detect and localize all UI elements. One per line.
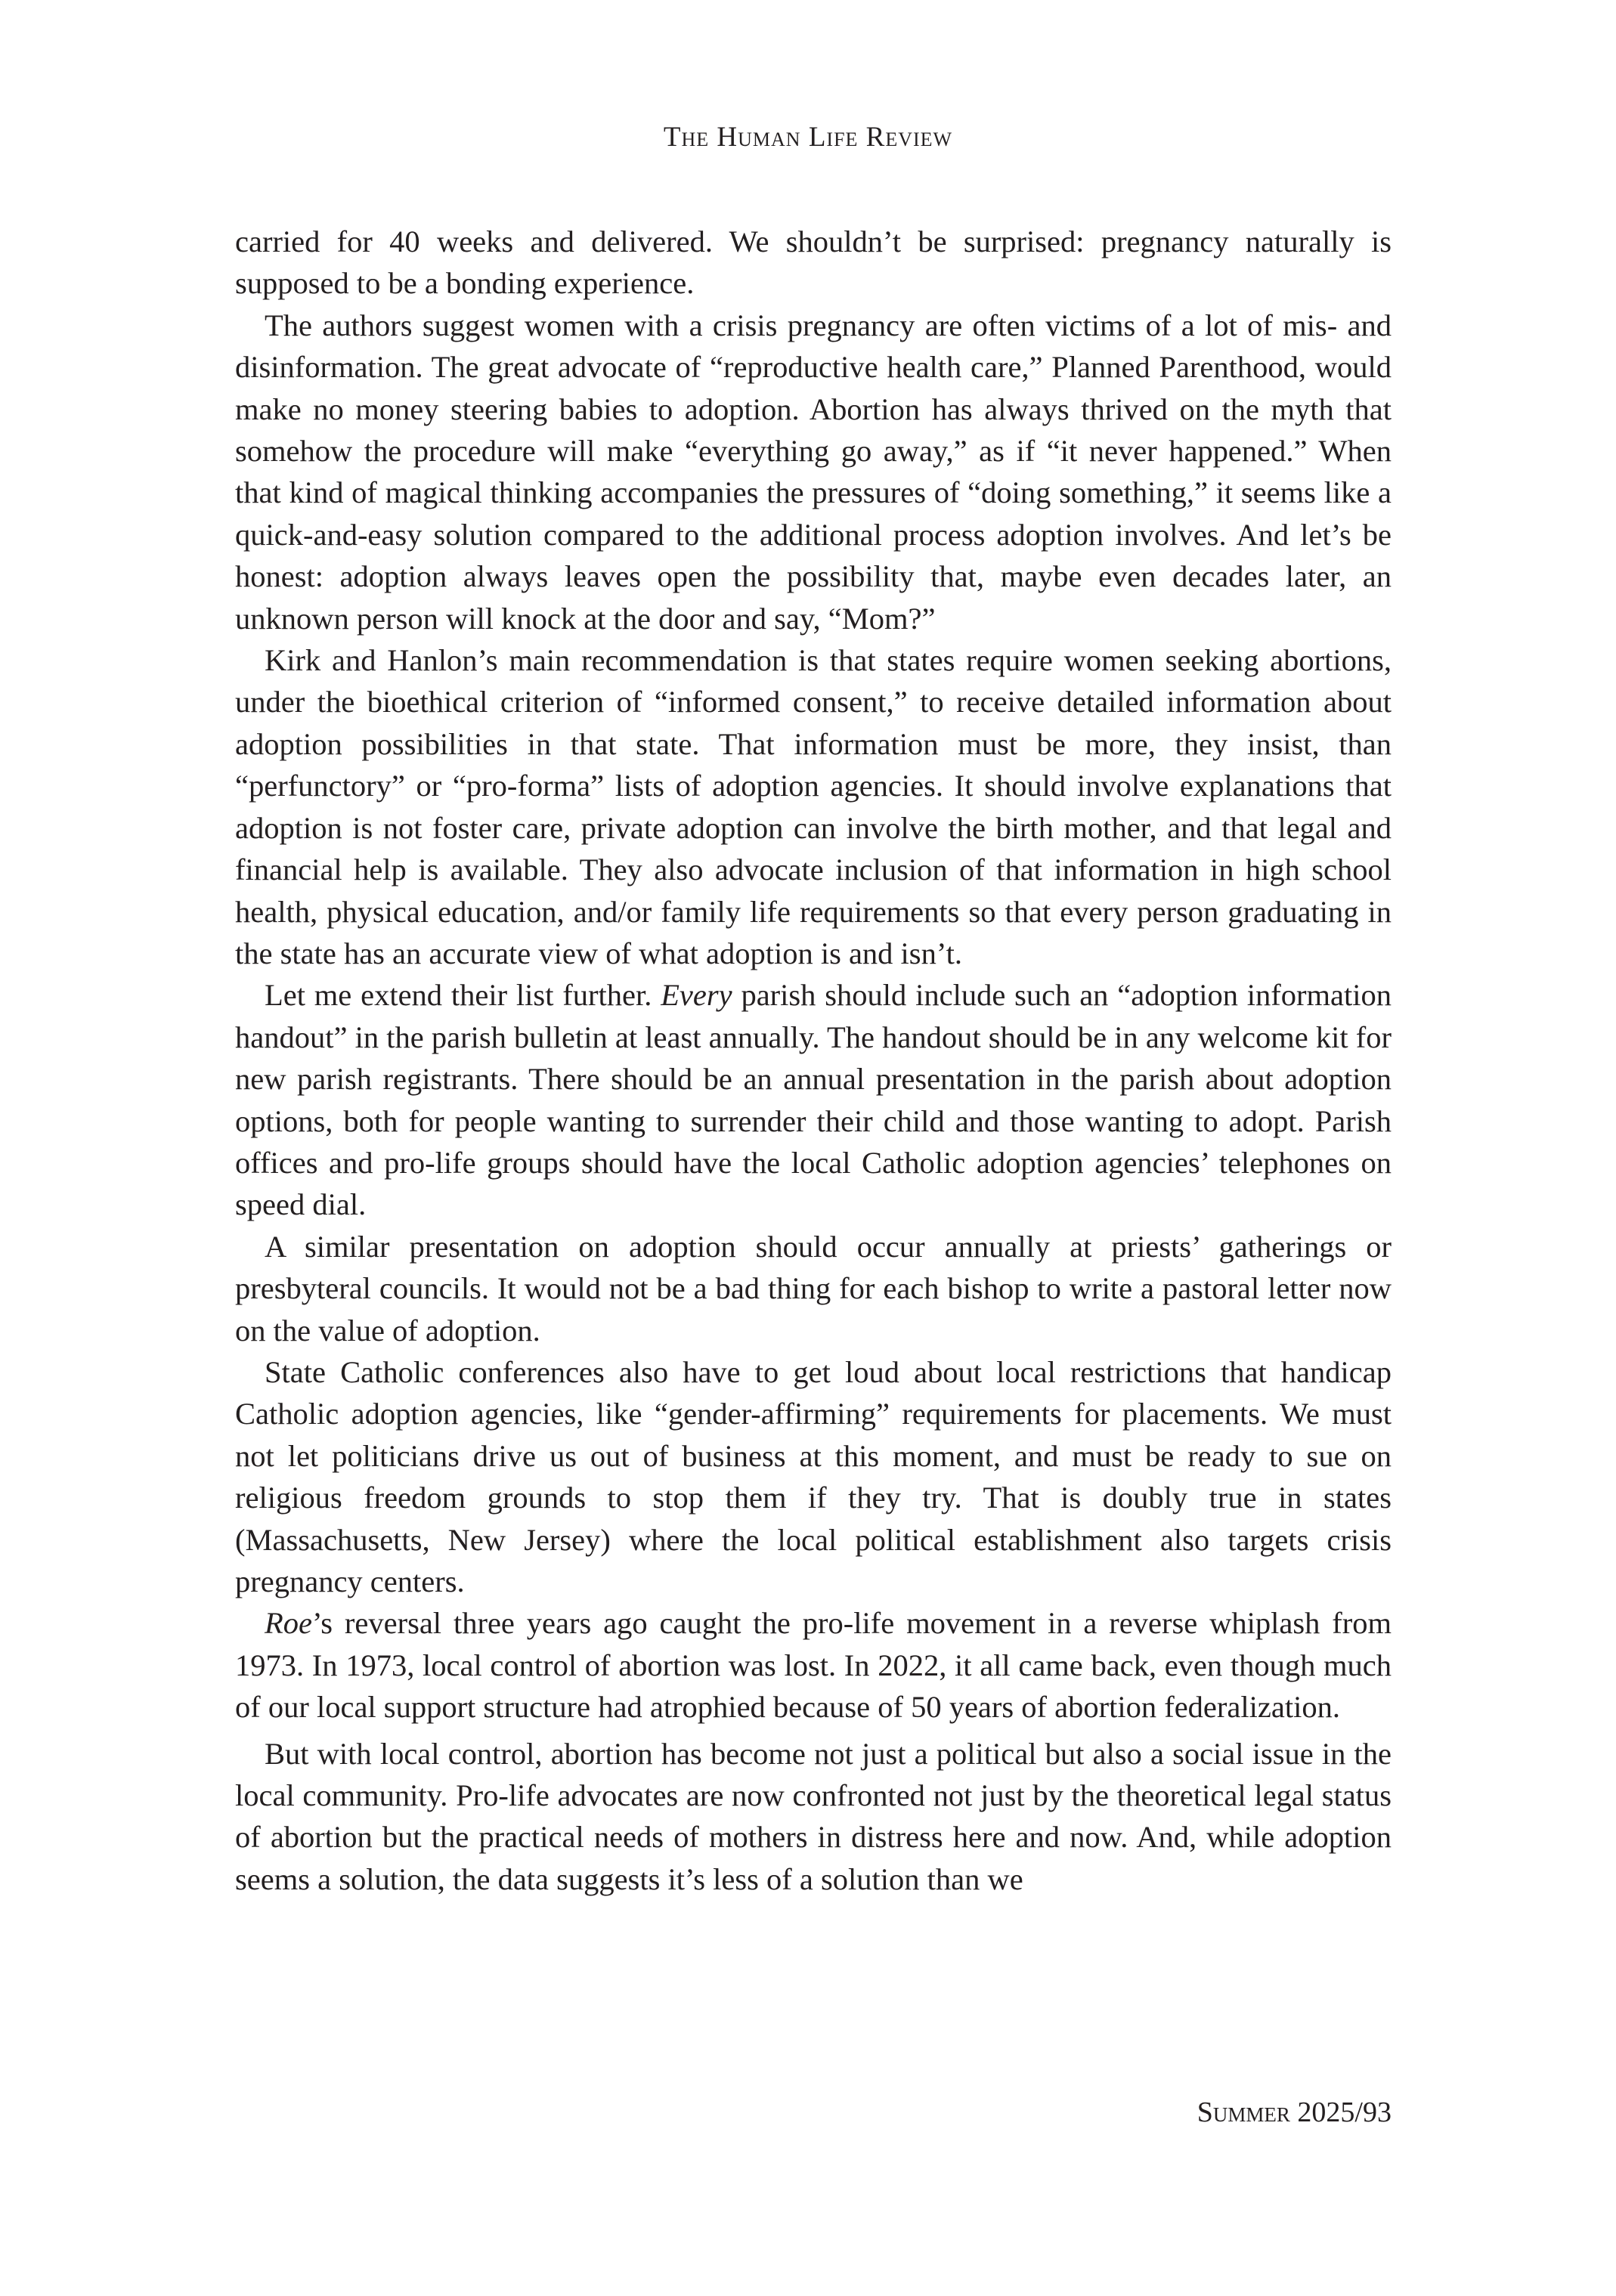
paragraph-misinformation: The authors suggest women with a crisis pregnancy are often victims of a lot of mis- and disinformation. The great advocate of “reproductive health care,” Planned Parenthood, would make no money steering babies to adoption. Abortion has always thrived on the myth that somehow the procedure will make “everything go away,” as if “it never happened.” When that kind of magical thinking accompanies the pressures of “doing something,” it seems like a quick-and-easy solution compared to the additional process adoption involves. And let’s be honest: adoption always leaves open the possibility that, maybe even decades later, an unknown person will knock at the door and say, “Mom?” (235, 308, 1392, 636)
emphasis-roe: Roe (265, 1606, 312, 1641)
page-folio: Summer 2025/93 (1197, 2096, 1392, 2128)
paragraph-local-control: But with local control, abortion has become not just a political but also a social issue in the local community. Pro-life advocates are now confronted not just by the theoretical legal status of abortion but the practical needs of mothers in distress here and now. And, while adoption seems a solution, the data suggests it’s less of a solution than we (235, 1736, 1392, 1896)
running-head: The Human Life Review (663, 122, 953, 153)
paragraph-continued: carried for 40 weeks and delivered. We shouldn’t be surprised: pregnancy naturally is supposed to be a bonding experience. (235, 224, 1392, 301)
emphasis-every: Every (661, 978, 732, 1013)
paragraph-parish (235, 974, 1392, 1225)
paragraph-parish-lead: Let me extend their list further. (265, 978, 661, 1013)
article-body (235, 221, 1392, 1900)
paragraph-roe-rest: ’s reversal three years ago caught the pro-life movement in a reverse whiplash from 1973. In 1973, local control of abortion was lost. In 2022, it all came back, even though much of our local support structure had atrophied because of 50 years of abortion federalization. (235, 1606, 1392, 1725)
paragraph-parish-rest: parish should include such an “adoption information handout” in the parish bulletin at least annually. The handout should be in any welcome kit for new parish registrants. There should be an annual presentation in the parish about adoption options, both for people wanting to surrender their child and those wanting to adopt. Parish offices and pro-life groups should have the local Catholic adoption agencies’ telephones on speed dial. (235, 978, 1392, 1222)
paragraph-roe-reversal (235, 1602, 1392, 1728)
paragraph-state-conferences: State Catholic conferences also have to get loud about local restrictions that handicap Catholic adoption agencies, like “gender-affirming” requirements for placements. We must not let politicians drive us out of business at this moment, and must be ready to sue on religious freedom grounds to stop them if they try. That is doubly true in states (Massachusetts, New Jersey) where the local political establishment also targets crisis pregnancy centers. (235, 1354, 1392, 1598)
paragraph-recommendation: Kirk and Hanlon’s main recommendation is that states require women seeking abortions, under the bioethical criterion of “informed consent,” to receive detailed information about adoption possibilities in that state. That information must be more, they insist, than “perfunctory” or “pro-forma” lists of adoption agencies. It should involve explanations that adoption is not foster care, private adoption can involve the birth mother, and that legal and financial help is available. They also advocate inclusion of that information in high school health, physical education, and/or family life requirements so that every person graduating in the state has an accurate view of what adoption is and isn’t. (235, 643, 1392, 970)
paragraph-presentation: A similar presentation on adoption should occur annually at priests’ gatherings or presbyteral councils. It would not be a bad thing for each bishop to write a pastoral letter now on the value of adoption. (235, 1229, 1392, 1348)
